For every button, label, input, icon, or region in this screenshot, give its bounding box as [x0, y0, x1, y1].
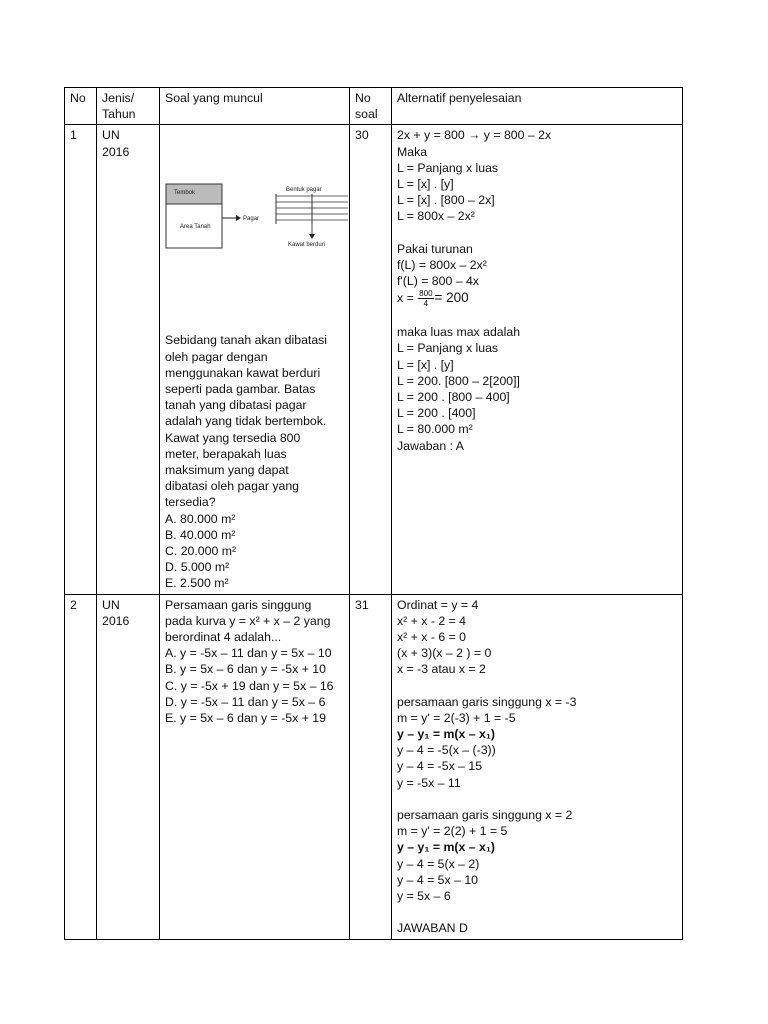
area-label: Area Tanah	[180, 224, 211, 231]
option-c: C. 20.000 m²	[165, 544, 237, 559]
fraction-line: x = $\frac{800}{4}$ = 200	[397, 289, 469, 309]
option-a: A. 80.000 m²	[165, 511, 236, 526]
table-row	[65, 125, 683, 594]
header-alternatif: Alternatif penyelesaian	[392, 88, 683, 125]
answer-options	[165, 645, 345, 726]
fraction: $\frac{800}{4}$	[419, 289, 433, 309]
table-header-row	[65, 88, 683, 125]
option-c: C. y = -5x + 19 dan y = 5x – 16	[165, 678, 334, 693]
option-b: B. y = 5x – 6 dan y = -5x + 10	[165, 662, 326, 677]
fence-label: Pagar	[243, 216, 260, 223]
question-cell	[160, 594, 350, 939]
row-jenis: UN 2016	[97, 594, 160, 939]
option-e: E. y = 5x – 6 dan y = -5x + 19	[165, 711, 326, 726]
answer-options	[165, 511, 345, 592]
solution-cell: Ordinat = y = 4 x² + x - 2 = 4 x² + x - 6 = 0 (x + 3)(x – 2 ) = 0 x = -3 atau x = 2 persamaan garis singgung x = -3 m = y' = 2(-3) + 1 = -5 y – y₁ = m(x – x₁) y – 4 = -5(x – (-3)) y – 4 = -5x – 15 y = -5x – 11 persamaan garis singgung x = 2 m = y' = 2(2) + 1 = 5 y – y₁ = m(x – x₁) y – 4 = 5(x – 2) y – 4 = 5x – 10 y = 5x – 6 JAWABAN D	[392, 594, 683, 939]
option-b: B. 40.000 m²	[165, 527, 236, 542]
header-no: No	[65, 88, 97, 125]
solution-table	[64, 87, 683, 940]
option-d: D. y = -5x – 11 dan y = 5x – 6	[165, 694, 326, 709]
answer-text: JAWABAN D	[397, 921, 468, 936]
header-jenis: Jenis/ Tahun	[97, 88, 160, 125]
option-d: D. 5.000 m²	[165, 560, 230, 575]
answer-text: Jawaban : A	[397, 438, 464, 453]
option-a: A. y = -5x – 11 dan y = 5x – 10	[165, 646, 332, 661]
solution-cell: 2x + y = 800 → y = 800 – 2x Maka L = Panjang x luas L = [x] . [y] L = [x] . [800 – 2x] L = 800x – 2x² Pakai turunan f(L) = 800x – 2x² f'(L) = 800 – 4x x = $\frac{800}{4}$ = 200 maka luas max adalah L = Panjang x luas L = [x] . [y] L = 200. [800 – 2[200]] L = 200 . [800 – 400] L = 200 . [400] L = 80.000 m² Jawaban : A	[392, 125, 683, 594]
option-e: E. 2.500 m²	[165, 576, 229, 591]
question-text: Persamaan garis singgung pada kurva y = x² + x – 2 yang berordinat 4 adalah...	[165, 597, 331, 645]
row-jenis: UN 2016	[97, 125, 160, 594]
header-no-soal: No soal	[350, 88, 392, 125]
question-text: Sebidang tanah akan dibatasi oleh pagar dengan menggunakan kawat berduri seperti pada gambar. Batas tanah yang dibatasi pagar adalah yang tidak bertembok. Kawat yang tersedia 800 meter, berapakah luas maksimum yang dapat dibatasi oleh pagar yang tersedia?	[165, 333, 328, 510]
question-number: 31	[350, 594, 392, 939]
row-number: 2	[65, 594, 97, 939]
wall-label: Tembok	[174, 190, 196, 197]
fence-shape-label: Bentuk pagar	[286, 187, 322, 194]
question-number: 30	[350, 125, 392, 594]
wire-label: Kawat berduri	[288, 242, 326, 249]
row-number: 1	[65, 125, 97, 594]
header-soal: Soal yang muncul	[160, 88, 350, 125]
fence-diagram	[164, 182, 348, 254]
table-row	[65, 594, 683, 939]
question-cell	[160, 125, 350, 594]
